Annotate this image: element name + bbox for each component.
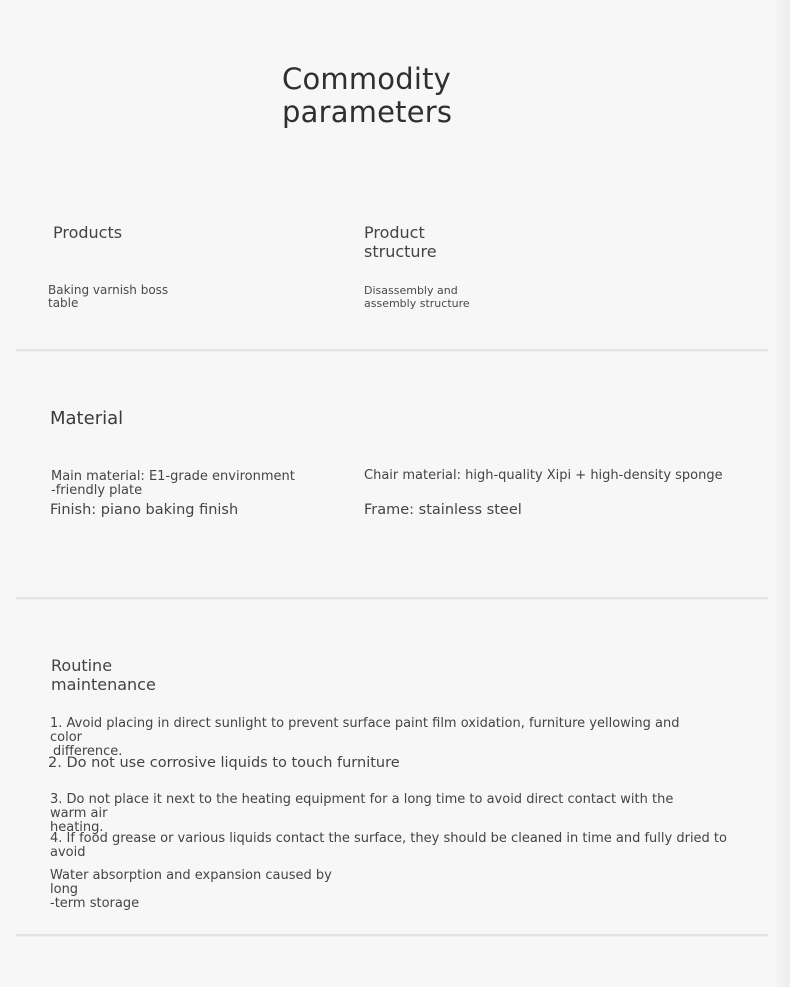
page-right-edge (776, 0, 790, 987)
finish-text: Finish: piano baking finish (50, 502, 239, 518)
section-divider-1 (16, 349, 768, 352)
maintenance-item-4-continuation-line-2: -term storage (50, 896, 140, 911)
product-structure-label-line-2: structure (364, 242, 437, 261)
section-divider-2 (16, 597, 768, 600)
page-title-line-1: Commodity (282, 62, 452, 96)
products-label: Products (53, 223, 123, 242)
maintenance-heading-line-2: maintenance (51, 675, 156, 694)
products-value-line-1: Baking varnish boss (48, 283, 169, 297)
product-structure-label-line-1: Product (364, 223, 425, 242)
products-value (48, 284, 198, 310)
maintenance-item-1-line-2: difference. (53, 744, 123, 759)
products-value-line-2: table (48, 296, 79, 310)
maintenance-item-2: 2. Do not use corrosive liquids to touch furniture (48, 755, 400, 771)
product-structure-value-line-1: Disassembly and (364, 284, 458, 297)
material-heading: Material (50, 408, 124, 429)
maintenance-item-3 (50, 793, 710, 835)
maintenance-item-1-line-1: 1. Avoid placing in direct sunlight to prevent surface paint film oxidation, furniture yellowing and color (50, 716, 680, 745)
maintenance-item-4-continuation-line-1: Water absorption and expansion caused by long (50, 868, 332, 897)
maintenance-item-4-continuation (50, 869, 350, 911)
maintenance-item-1 (50, 717, 710, 759)
product-structure-label (364, 223, 437, 261)
main-material-line-2: -friendly plate (51, 483, 143, 498)
page-title-line-2: parameters (282, 95, 453, 129)
maintenance-item-3-line-1: 3. Do not place it next to the heating equipment for a long time to avoid direct contact with the warm air (50, 792, 674, 821)
maintenance-heading-line-1: Routine (51, 656, 113, 675)
frame-text: Frame: stainless steel (364, 502, 522, 518)
section-divider-3 (16, 934, 768, 937)
maintenance-item-4: 4. If food grease or various liquids contact the surface, they should be cleaned in time and fully dried to avoid (50, 831, 727, 860)
maintenance-heading (51, 656, 156, 694)
product-structure-value (364, 284, 484, 310)
main-material-line-1: Main material: E1-grade environment (51, 469, 295, 484)
page-title (282, 63, 502, 129)
main-material-text (51, 470, 341, 498)
maintenance-item-3-line-2: heating. (50, 820, 104, 835)
product-structure-value-line-2: assembly structure (364, 297, 470, 310)
chair-material-text: Chair material: high-quality Xipi + high-density sponge (364, 468, 723, 483)
